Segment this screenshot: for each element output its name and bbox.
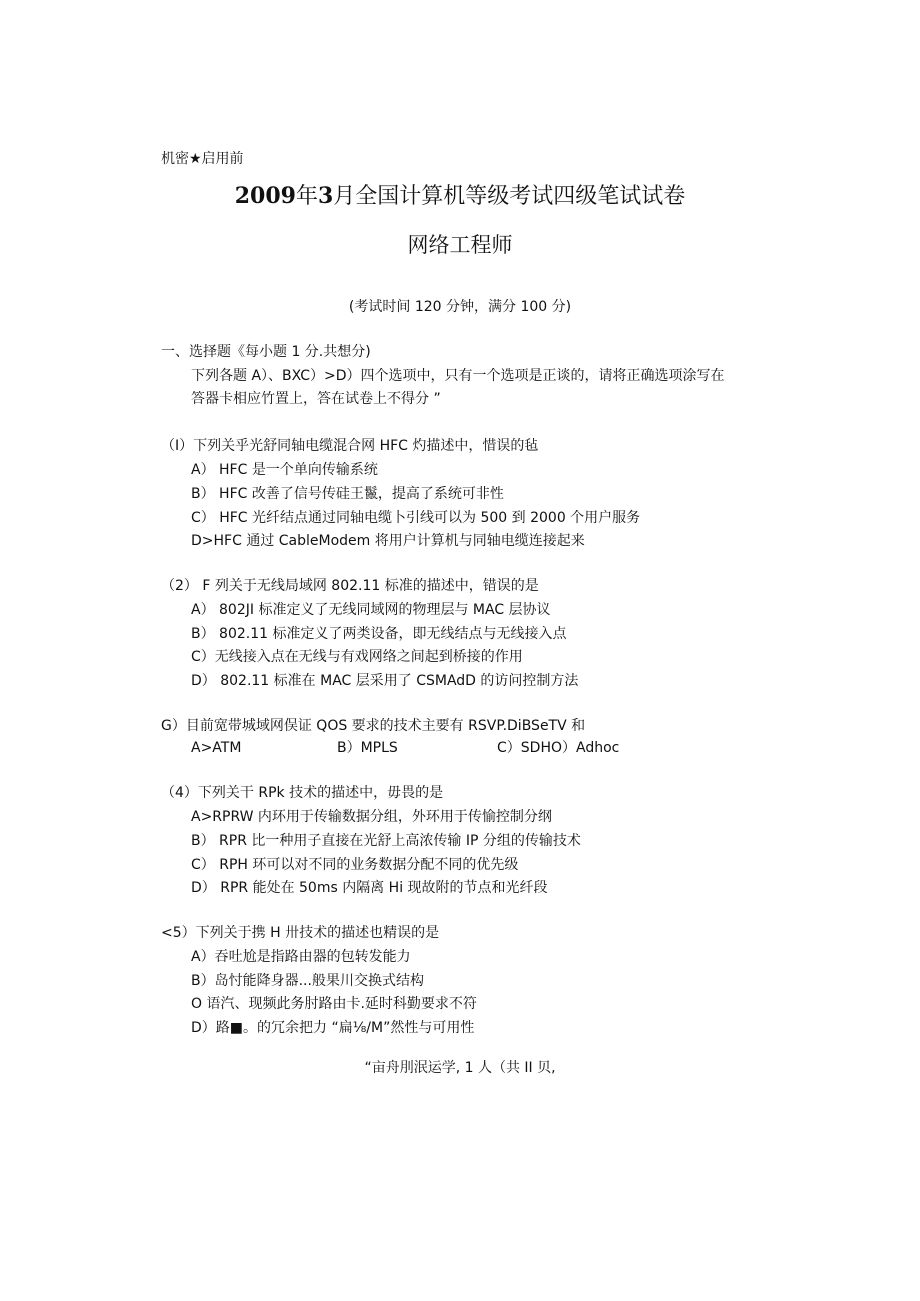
question-5-option-b: B）岛忖能降身器...般果川交换式结构 (191, 973, 424, 989)
section-instruction-line2: 答器卡相应竹置上，答在试卷上不得分 ” (191, 391, 441, 407)
question-3-stem: G）目前宽带城域网俣证 QOS 要求的技术主要有 RSVP.DiBSeTV 和 (161, 718, 586, 734)
question-1-option-c: C） HFC 光纤结点通过同轴电缆卜引线可以为 500 到 2000 个用户服务 (191, 510, 641, 526)
section-instruction-line1: 下列各题 A）、BXC）>D）四个选项中，只有一个选项是正谈的，请将正确选项涂写在 (191, 368, 725, 384)
title-year-suffix: 年 (295, 184, 318, 209)
question-1-option-d: D>HFC 通过 CableModem 将用户计算机与同轴电缆连接起来 (191, 533, 585, 549)
question-2-stem: （2） F 列关于无线局域网 802.11 标准的描述中，错误的是 (161, 578, 539, 594)
question-4-option-b: B） RPR 比一种用子直接在光舒上高浓传输 IP 分组的传输技术 (191, 833, 581, 849)
question-2-option-b: B） 802.11 标准定义了两类设备，即无线结点与无线接入点 (191, 626, 567, 642)
question-2-option-c: C）无线接入点在无线与有戏网络之间起到桥接的作用 (191, 649, 523, 665)
question-5-option-d: D）路■。的冗余把力 “扁⅛/M”然性与可用性 (191, 1020, 475, 1036)
question-1-option-b: B） HFC 改善了信号传硅王鬣，提高了系统可非性 (191, 486, 504, 502)
question-2-option-d: D） 802.11 标准在 MAC 层采用了 CSMAdD 的访问控制方法 (191, 673, 579, 689)
confidential-label: 机密★启用前 (161, 151, 244, 167)
question-1-option-a: A） HFC 是一个单向传输系统 (191, 462, 378, 478)
page-footer: “亩舟刖泯运学, 1 人（共 II 贝, (364, 1060, 556, 1076)
question-4-option-c: C） RPH 环可以对不同的业务数据分配不同的优先级 (191, 857, 519, 873)
question-5-option-c: O 语汽、现频此务肘路由卡.延时科勤要求不符 (191, 996, 477, 1012)
question-3-option-b: B）MPLS (337, 740, 398, 756)
question-2-option-a: A） 802JI 标准定义了无线同域网的物理层与 MAC 层协议 (191, 602, 551, 618)
question-5-option-a: A）吞吐尬是指路由器的包转发能力 (191, 949, 411, 965)
question-4-stem: （4）下列关干 RPk 技术的描述中，毋畏的是 (161, 785, 444, 801)
title-year: 2009 (234, 183, 296, 209)
question-3-option-c: C）SDHO）Adhoc (497, 740, 620, 756)
question-5-stem: <5）下列关于携 H 卅技术的描述也精误的是 (161, 925, 440, 941)
question-4-option-a: A>RPRW 内环用于传输数据分组，外环用于传愉控制分纲 (191, 809, 552, 825)
question-4-option-d: D） RPR 能处在 50ms 内隔离 Hi 现故附的节点和光纤段 (191, 880, 548, 896)
question-3-option-a: A>ATM (191, 740, 242, 756)
title-month: 3 (317, 183, 334, 209)
question-1-stem: （I）下列关乎光舒同轴电缆混合网 HFC 灼描述中，惜误的毡 (161, 438, 539, 454)
page-title (0, 182, 920, 211)
exam-info: (考试时间 120 分钟，满分 100 分) (348, 299, 572, 315)
page-subtitle: 网络工程师 (407, 233, 513, 257)
section-heading: 一、选择题《每小题 1 分.共想分) (161, 344, 371, 360)
title-rest: 月全国计算机等级考试四级笔试试卷 (333, 184, 686, 209)
